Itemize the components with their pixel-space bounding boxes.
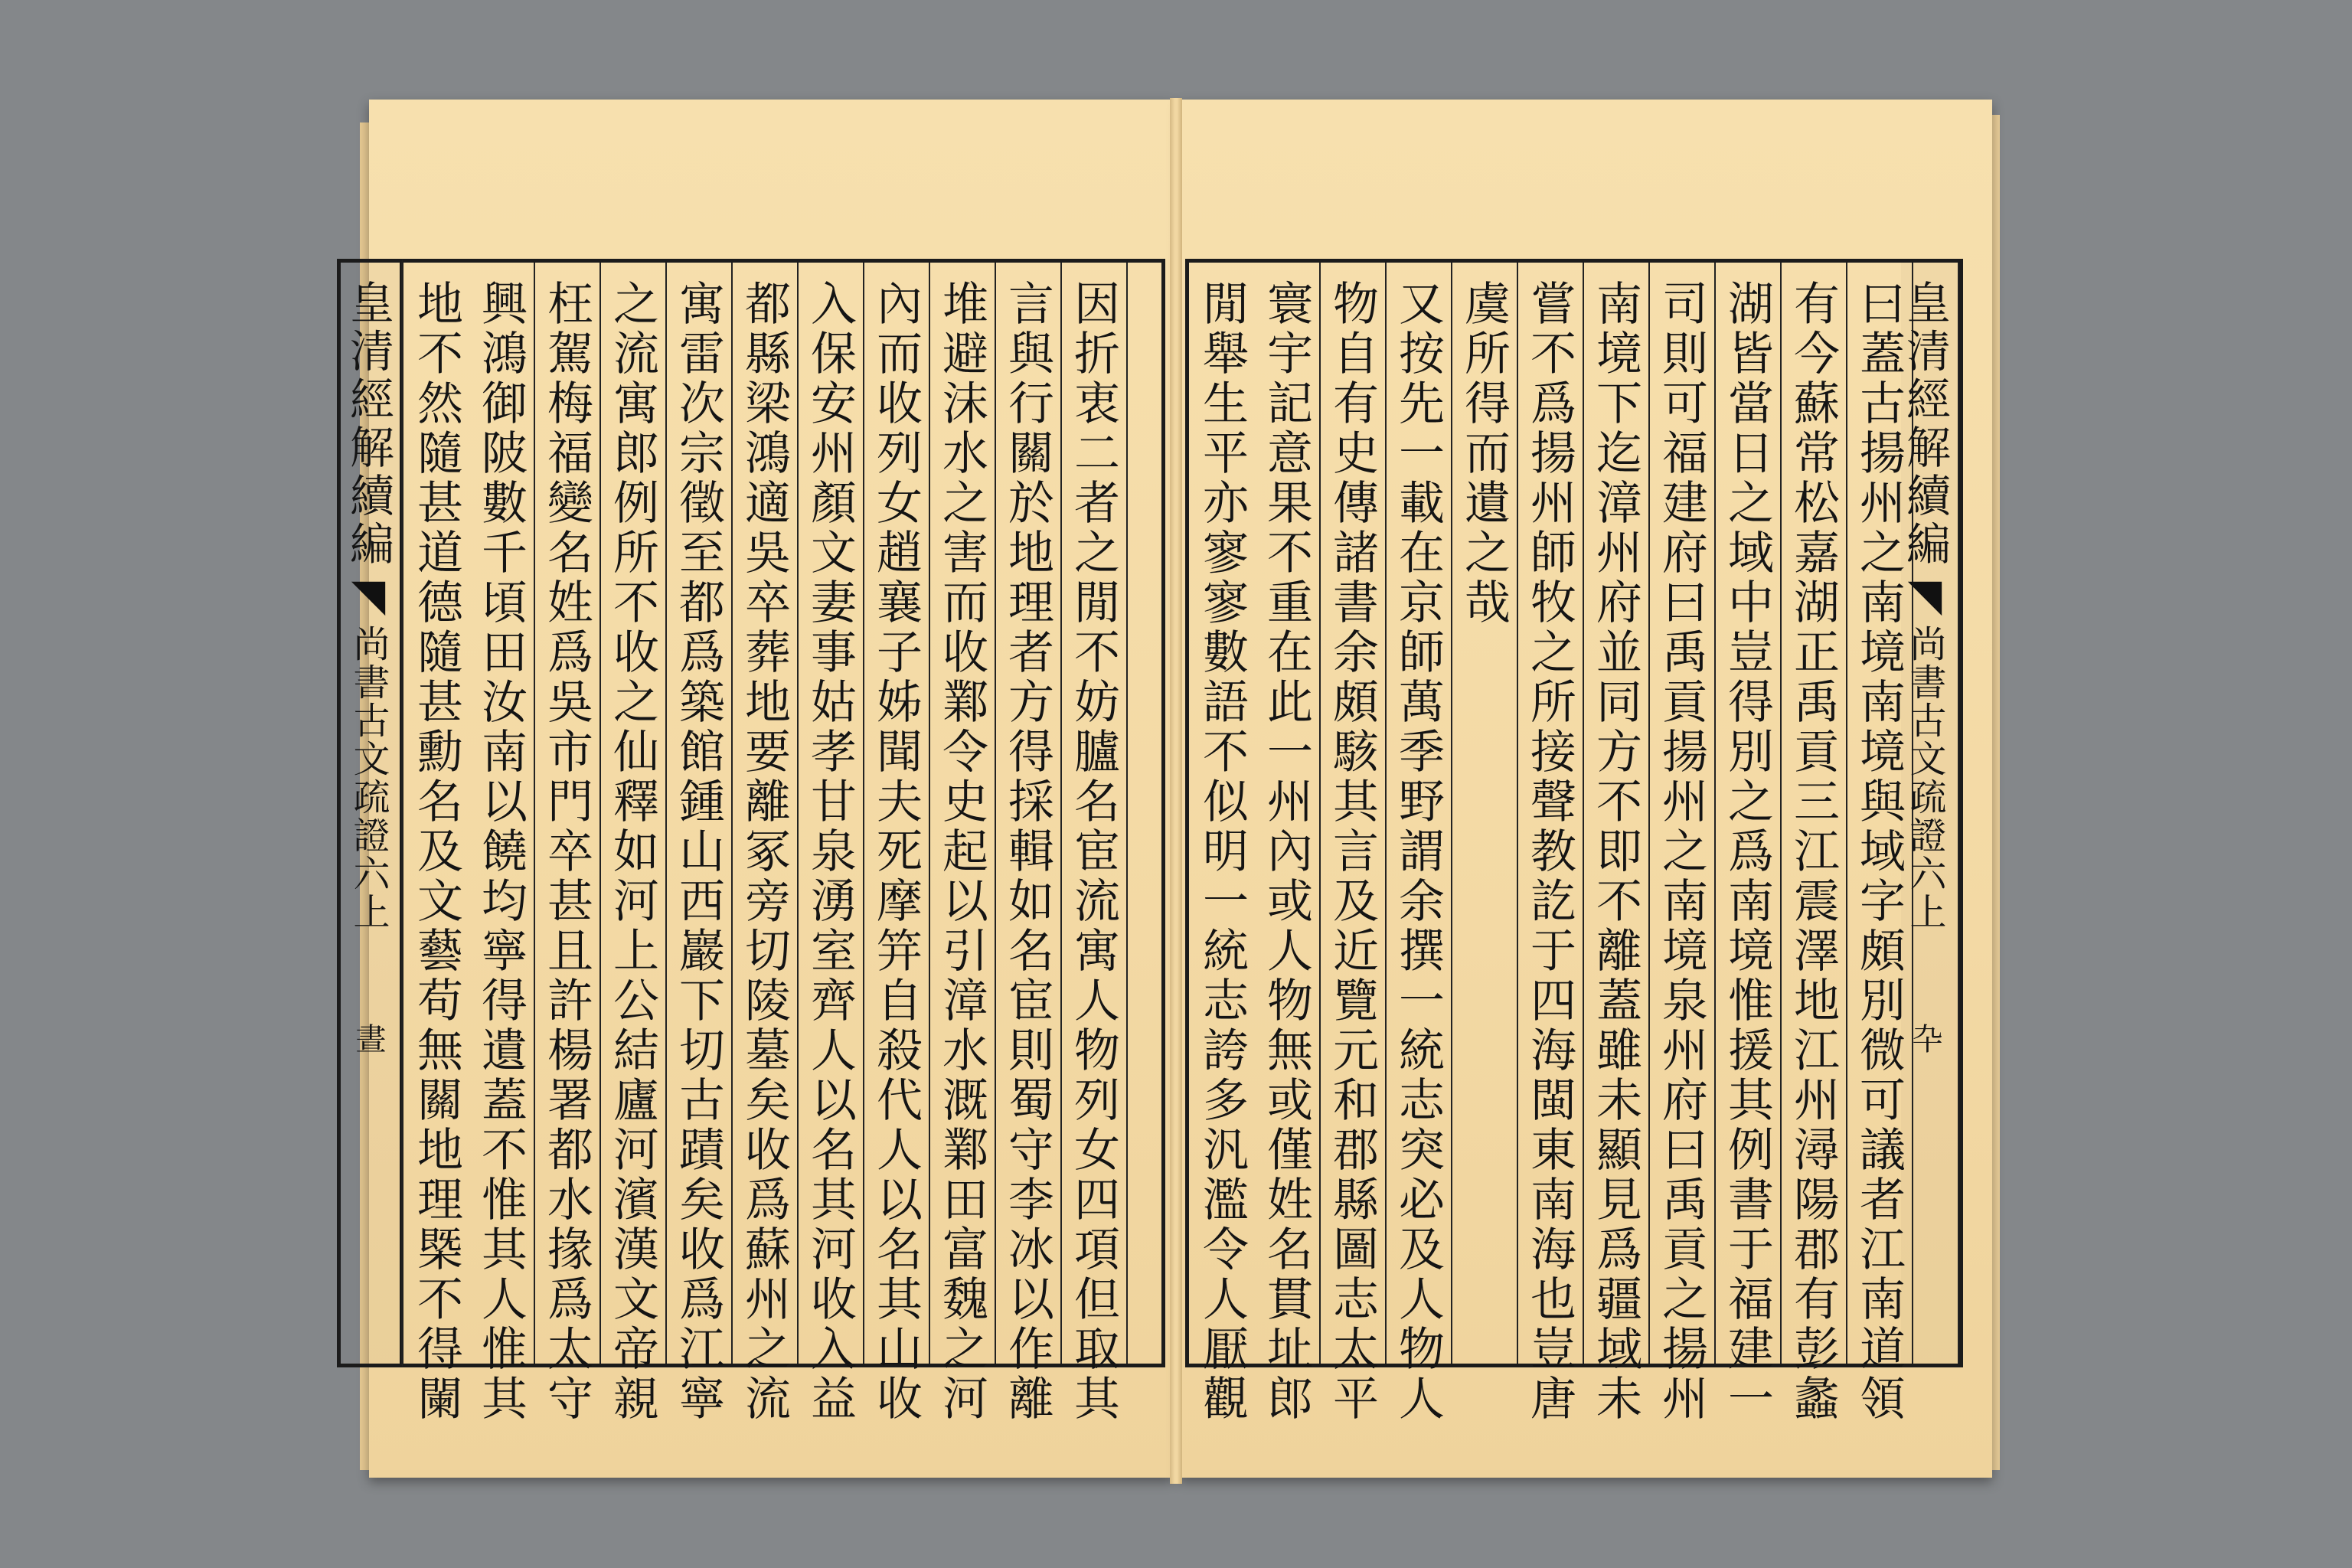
text-column-2: 有今蘇常松嘉湖正禹貢三江震澤地江州潯陽郡有彭蠡 (1782, 263, 1847, 1364)
right-text-frame (1185, 259, 1963, 1424)
text-column-2: 言與行關於地理者方得採輯如名宦則蜀守李冰以作離 (996, 263, 1062, 1364)
text-column-5: 南境下迄漳州府並同方不即不離蓋雖未顯見爲疆域未 (1584, 263, 1650, 1364)
text-column-8: 之流寓郎例所不收之仙釋如河上公結廬河濱漢文帝親 (601, 263, 667, 1364)
book-gutter (1170, 98, 1182, 1484)
text-column-4: 司則可福建府曰禹貢揚州之南境泉州府曰禹貢之揚州 (1650, 263, 1716, 1364)
banner-subtitle: 尚書古文疏證六上 (1903, 625, 1946, 931)
text-column-3: 湖皆當日之域中豈得別之爲南境惟援其例書于福建一 (1716, 263, 1782, 1364)
left-text-frame (400, 259, 1165, 1424)
text-column-6: 嘗不爲揚州師牧之所接聲教訖于四海閩東南海也豈唐 (1518, 263, 1584, 1364)
text-column-9: 物自有史傳諸書余頗駭其言及近覽元和郡縣圖志太平 (1321, 263, 1387, 1364)
text-column-11: 閒舉生平亦寥寥數語不似明一統志誇多汎濫令人厭觀 (1195, 279, 1249, 1424)
text-column-1: 曰蓋古揚州之南境南境與域字頗別微可議者江南道領 (1847, 263, 1913, 1364)
text-column-10: 興鴻御陂數千頃田汝南以饒均寧得遺蓋不惟其人惟其 (469, 263, 535, 1364)
text-column-3: 堆避沫水之害而收鄴令史起以引漳水溉鄴田富魏之河 (930, 263, 996, 1364)
text-column-7: 虞所得而遺之哉 (1452, 263, 1518, 1364)
fish-tail-mark: ◥ (1899, 569, 1951, 625)
text-column-11: 地不然隨甚道德隨甚勳名及文藝苟無關地理槩不得闌 (410, 279, 463, 1424)
banner-title: 皇清經解續編 (342, 279, 394, 569)
folio-number: 晝 (351, 1023, 386, 1057)
right-page-banner (1901, 263, 1959, 1364)
text-column-9: 枉駕梅福變名姓爲吳市門卒甚且許楊署都水掾爲太守 (535, 263, 601, 1364)
text-column-6: 都縣梁鴻適吳卒葬地要離冢旁切陵墓矣收爲蘇州之流 (733, 263, 799, 1364)
banner-subtitle: 尚書古文疏證六上 (347, 625, 390, 931)
folio-number: 卆 (1907, 1023, 1942, 1057)
text-column-5: 入保安州顏文妻事姑孝甘泉湧室齊人以名其河收入益 (799, 263, 864, 1364)
text-column-7: 寓雷次宗徵至都爲築館鍾山西巖下切古蹟矣收爲江寧 (667, 263, 733, 1364)
banner-title: 皇清經解續編 (1899, 279, 1951, 569)
text-column-10: 寰宇記意果不重在此一州內或人物無或僅姓名貫址郎 (1255, 263, 1321, 1364)
fish-tail-mark: ◥ (342, 569, 394, 625)
text-column-1: 因折衷二者之閒不妨臚名宦流寓人物列女四項但取其 (1062, 263, 1128, 1364)
text-column-4: 內而收列女趙襄子姊聞夫死摩笄自殺代人以名其山收 (864, 263, 930, 1364)
text-column-8: 又按先一載在京師萬季野謂余撰一統志突必及人物人 (1387, 263, 1452, 1364)
left-page-banner (337, 259, 403, 1367)
